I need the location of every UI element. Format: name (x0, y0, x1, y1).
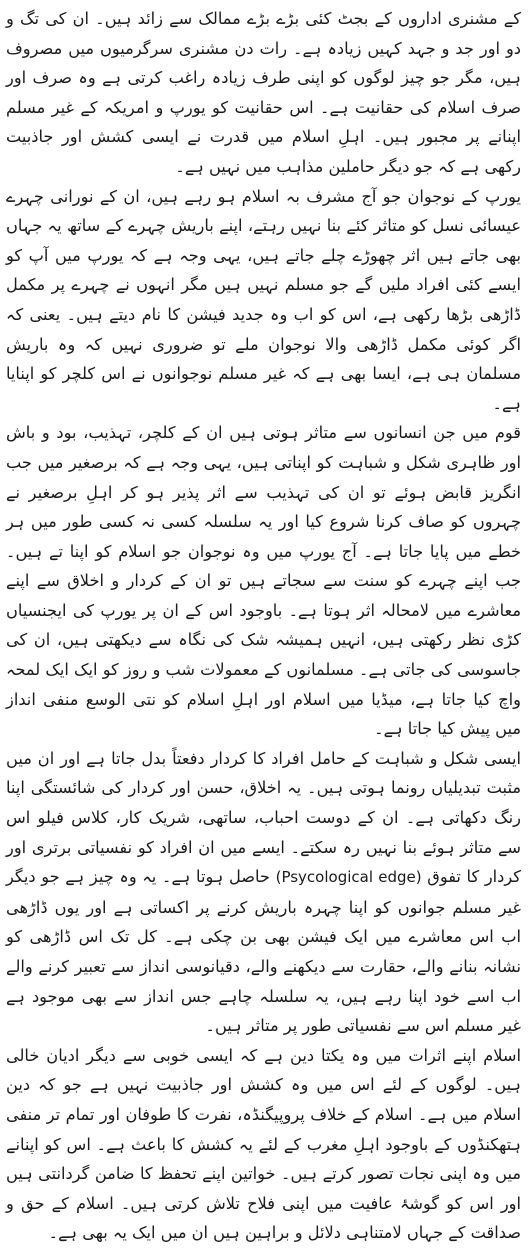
paragraph-text-after: حاصل ہوتا ہے۔ یہ وہ چیز ہے جو دیگر غیر مسلم جوانوں کو اپنا چہرہ باریش کرنے پر اکساتی ہے اور یوں ڈاڑھی اب اس معاشرے میں ایک فیشن بھی بن چکی ہے۔ کل تک اس ڈاڑھی کو نشانہ بنانے والے، حقارت سے دیکھنے والے، دقیانوسی انداز سے تعبیر کرنے والے اب اسے خود اپنا رہے ہیں، یہ سلسلہ چاہے جس انداز سے بھی موجود ہے غیر مسلم اس سے نفسیاتی طور پر متاثر ہیں۔ (6, 867, 521, 1036)
paragraph-islam-attraction: اسلام اپنے اثرات میں وہ یکتا دین ہے کہ ایسی خوبی سے دیگر ادیان خالی ہیں۔ لوگوں کے لئے اس میں وہ کشش اور جاذبیت نہیں ہے جو کہ دین اسلام میں ہے۔ اسلام کے خلاف پروپیگنڈہ، نفرت کا طوفان اور تمام تر منفی ہتھکنڈوں کے باوجود اہلِ مغرب کے لئے یہ کشش کا باعث ہے۔ اس کو اپنانے میں وہ اپنی نجات تصور کرتے ہیں۔ خواتین اپنے تحفظ کا ضامن گردانتی ہیں اور اس کو گوشۂ عافیت میں اپنی فلاح تلاش کرتی ہیں۔ اسلام کے حق و صداقت کے جہاں لامتناہی دلائل و براہین ہیں ان میں ایک یہ بھی ہے۔ (6, 1045, 521, 1243)
paragraph-text-before: ایسی شکل و شباہت کے حامل افراد کا کردار دفعتاً بدل جاتا ہے اور ان میں مثبت تبدیلیاں رونما ہوتی ہیں۔ یہ اخلاق، حسن اور کردار کی شائستگی اپنا رنگ دکھاتی ہے۔ ان کے دوست احباب، ساتھی، شریک کار، کلاس فیلو اس سے متاثر ہوئے بنا نہیں رہ سکتے۔ ایسے میں ان افراد کو نفسیاتی برتری اور کردار کا تفوق (6, 748, 522, 887)
english-term: (Psycological edge) (275, 868, 422, 887)
paragraph-european-youth: یورپ کے نوجوان جو آج مشرف بہ اسلام ہو رہے ہیں، ان کے نورانی چہرے عیسائی نسل کو متاثر کئے بنا نہیں رہتے، اپنے باریش چہرے کے ساتھ یہ جہاں بھی جاتے ہیں اثر چھوڑے چلے جاتے ہیں، یہی وجہ ہے کہ یورپ میں آپ کو ایسے کئی افراد ملیں گے جو مسلم نہیں ہیں مگر انہوں نے چہرے پر مکمل ڈاڑھی بڑھا رکھی ہے، اس کو اب وہ جدید فیشن کا نام دیتے ہیں۔ یعنی کہ اگر کوئی مکمل ڈاڑھی والا نوجوان ملے تو ضروری نہیں کہ وہ باریش مسلمان ہی ہے، ایسا بھی ہے کہ غیر مسلم نوجوانوں نے اس کلچر کو اپنایا ہے۔ (6, 186, 521, 413)
paragraph-missionary-budgets: کے مشنری اداروں کے بجٹ کئی بڑے بڑے ممالک سے زائد ہیں۔ ان کی تگ و دو اور جد و جہد کہیں زیادہ ہے۔ رات دن مشنری سرگرمیوں میں مصروف ہیں، مگر جو چیز لوگوں کو اپنی طرف زیادہ راغب کرتی ہے وہ صرف اور صرف اسلام کی حقانیت ہے۔ اس حقانیت کو یورپ و امریکہ کے غیر مسلم اپنانے پر مجبور ہیں۔ اہلِ اسلام میں قدرت نے ایسی کشش اور جاذبیت رکھی ہے کہ جو دیگر حاملین مذاہب میں نہیں ہے۔ (6, 9, 521, 176)
paragraph-nations-culture: قوم میں جن انسانوں سے متاثر ہوتی ہیں ان کے کلچر، تہذیب، بود و باش اور ظاہری شکل و شباہت کو اپناتی ہیں، یہی وجہ ہے کہ برصغیر میں جب انگریز قابض ہوئے تو ان کی تہذیب سے اثر پذیر ہو کر اہلِ برصغیر نے چہروں کو صاف کرنا شروع کیا اور یہ سلسلہ کسی نہ کسی طور میں ہر خطے میں پایا جاتا ہے۔ آج یورپ میں وہ نوجوان جو اسلام کو اپنا تے ہیں۔ جب اپنے چہرے کو سنت سے سجاتے ہیں تو ان کے کردار و اخلاق سے اپنے معاشرے میں لامحالہ اثر ہوتا ہے۔ باوجود اس کے ان پر یورپ کی ایجنسیاں کڑی نظر رکھتی ہیں، انہیں ہمیشہ شک کی نگاہ سے دیکھتی ہیں، ان کی جاسوسی کی جاتی ہے۔ مسلمانوں کے معمولات شب و روز کو ایک ایک لمحہ واچ کیا جاتا ہے، میڈیا میں اسلام اور اہلِ اسلام کو نتی الوسع منفی انداز میں پیش کیا جاتا ہے۔ (6, 423, 521, 739)
paragraph-psychological-edge (6, 744, 521, 1041)
